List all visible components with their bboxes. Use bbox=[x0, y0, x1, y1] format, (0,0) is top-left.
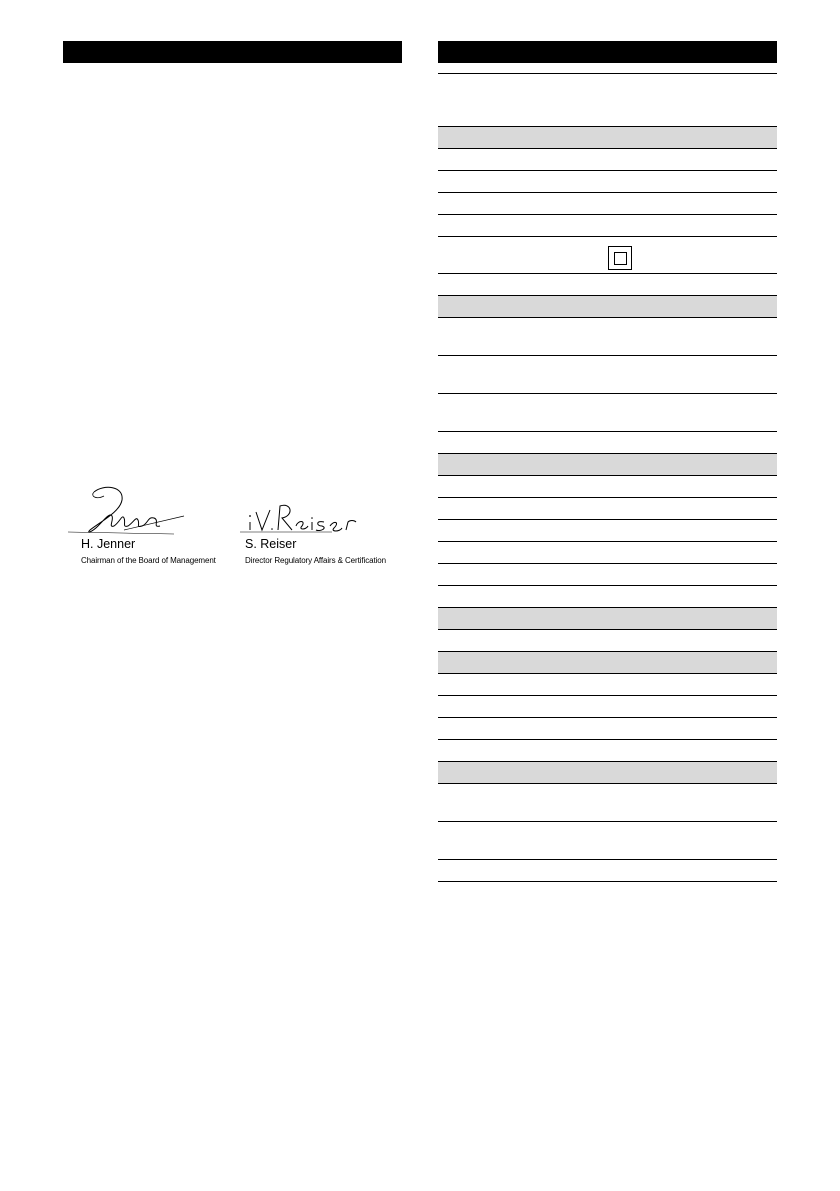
table-row bbox=[438, 784, 777, 822]
left-section-header-bar bbox=[63, 41, 402, 63]
signature-block-jenner bbox=[64, 482, 224, 574]
signatures-area bbox=[64, 482, 404, 574]
table-row bbox=[438, 318, 777, 356]
signatory-title: Director Regulatory Affairs & Certification bbox=[245, 556, 386, 565]
table-row bbox=[438, 193, 777, 215]
table-row bbox=[438, 860, 777, 882]
handwritten-signature-reiser bbox=[236, 482, 396, 540]
table-section-row bbox=[438, 652, 777, 674]
table-row-protection-class bbox=[438, 237, 777, 274]
table-row bbox=[438, 432, 777, 454]
table-row bbox=[438, 520, 777, 542]
signature-block-reiser bbox=[236, 482, 396, 574]
table-section-row bbox=[438, 296, 777, 318]
class-ii-double-square-icon bbox=[608, 246, 632, 270]
table-row bbox=[438, 822, 777, 860]
table-section-row bbox=[438, 454, 777, 476]
table-row bbox=[438, 74, 777, 127]
table-section-row bbox=[438, 608, 777, 630]
technical-data-table bbox=[438, 73, 777, 882]
signatory-title: Chairman of the Board of Management bbox=[81, 556, 216, 565]
handwritten-signature-jenner bbox=[64, 482, 224, 540]
table-row bbox=[438, 171, 777, 193]
table-section-row bbox=[438, 762, 777, 784]
table-row bbox=[438, 564, 777, 586]
signatory-name: S. Reiser bbox=[245, 537, 297, 551]
table-row bbox=[438, 394, 777, 432]
table-row bbox=[438, 215, 777, 237]
table-row bbox=[438, 586, 777, 608]
table-row bbox=[438, 498, 777, 520]
table-row bbox=[438, 718, 777, 740]
table-row bbox=[438, 740, 777, 762]
table-section-row bbox=[438, 127, 777, 149]
table-row bbox=[438, 476, 777, 498]
table-row bbox=[438, 696, 777, 718]
signatory-name: H. Jenner bbox=[81, 537, 136, 551]
table-row bbox=[438, 149, 777, 171]
table-row bbox=[438, 630, 777, 652]
table-row bbox=[438, 274, 777, 296]
right-section-header-bar bbox=[438, 41, 777, 63]
table-row bbox=[438, 356, 777, 394]
table-row bbox=[438, 674, 777, 696]
table-row bbox=[438, 542, 777, 564]
